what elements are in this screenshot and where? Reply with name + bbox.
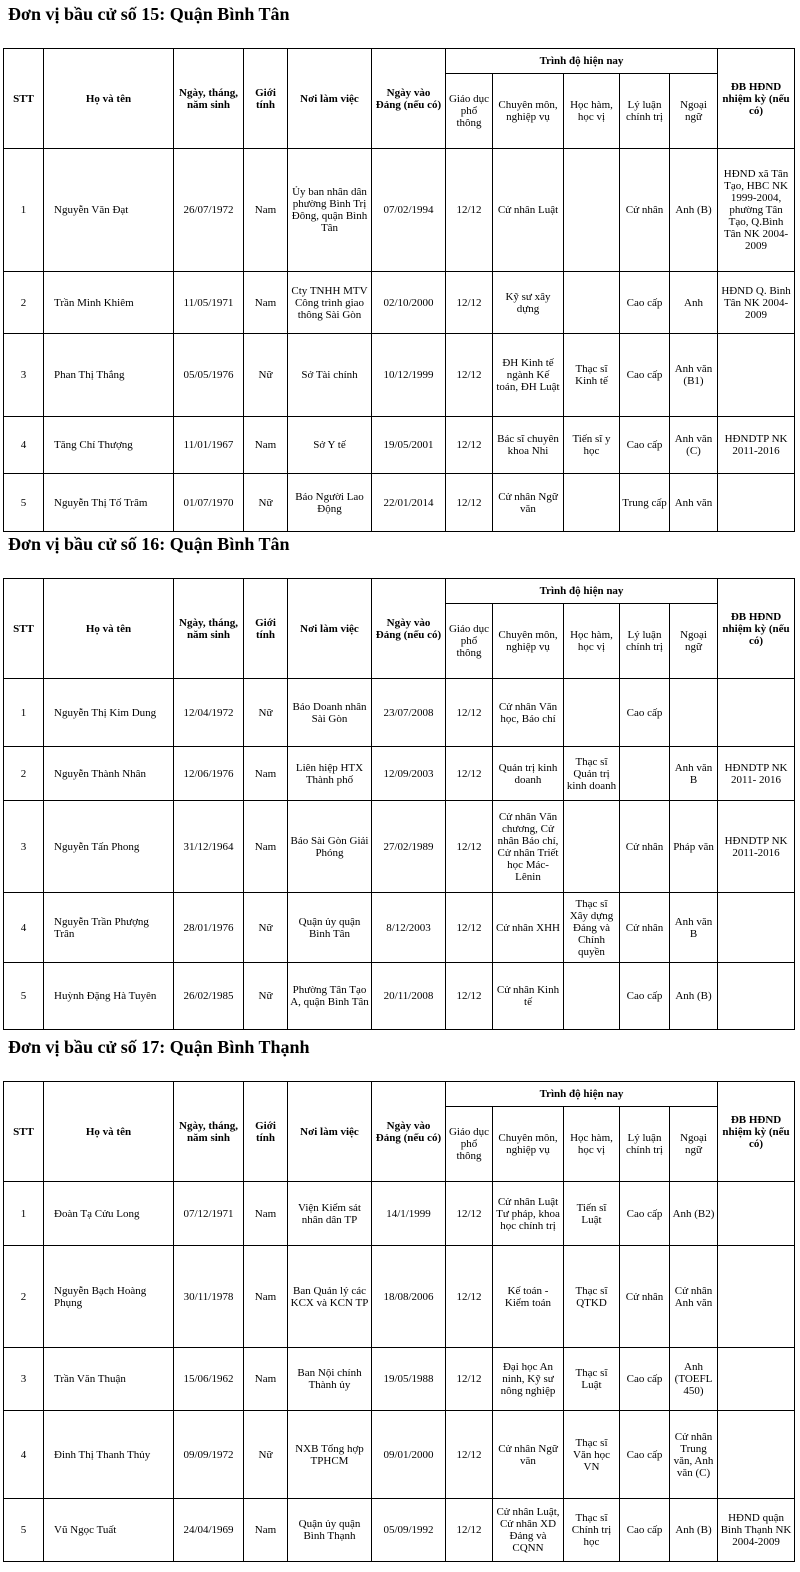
cell-stt: 2 — [4, 272, 44, 334]
cell-specialty: Kế toán - Kiểm toán — [493, 1246, 564, 1348]
table-row — [4, 1348, 795, 1411]
header-name: Họ và tên — [44, 1082, 174, 1182]
cell-workplace: Quận ủy quận Bình Tân — [288, 893, 372, 963]
cell-gender: Nam — [244, 149, 288, 272]
header-party-date: Ngày vào Đảng (nếu có) — [372, 579, 446, 679]
cell-general-ed: 12/12 — [446, 272, 493, 334]
cell-general-ed: 12/12 — [446, 334, 493, 417]
cell-political: Cử nhân — [620, 1246, 670, 1348]
cell-party-date: 8/12/2003 — [372, 893, 446, 963]
cell-degree: Thạc sĩ Chính trị học — [564, 1499, 620, 1562]
header-party-date: Ngày vào Đảng (nếu có) — [372, 1082, 446, 1182]
cell-degree — [564, 963, 620, 1030]
cell-dob: 12/06/1976 — [174, 747, 244, 801]
cell-degree: Thạc sĩ Quản trị kinh doanh — [564, 747, 620, 801]
header-workplace: Nơi làm việc — [288, 579, 372, 679]
table-row — [4, 679, 795, 747]
cell-council: HĐND quận Bình Thạnh NK 2004-2009 — [718, 1499, 795, 1562]
header-specialty: Chuyên môn, nghiệp vụ — [493, 1107, 564, 1182]
cell-gender: Nam — [244, 1246, 288, 1348]
cell-language: Anh (B) — [670, 963, 718, 1030]
cell-political: Trung cấp — [620, 474, 670, 532]
table-row — [4, 1182, 795, 1246]
cell-council — [718, 474, 795, 532]
header-name: Họ và tên — [44, 579, 174, 679]
cell-degree — [564, 679, 620, 747]
cell-workplace: Sở Y tế — [288, 417, 372, 474]
table-row — [4, 1411, 795, 1499]
cell-political: Cao cấp — [620, 1348, 670, 1411]
cell-stt: 2 — [4, 747, 44, 801]
header-specialty: Chuyên môn, nghiệp vụ — [493, 74, 564, 149]
cell-party-date: 22/01/2014 — [372, 474, 446, 532]
header-council: ĐB HĐND nhiệm kỳ (nếu có) — [718, 579, 795, 679]
cell-specialty: Đại học An ninh, Kỹ sư nông nghiệp — [493, 1348, 564, 1411]
cell-degree — [564, 272, 620, 334]
cell-council — [718, 963, 795, 1030]
cell-dob: 07/12/1971 — [174, 1182, 244, 1246]
cell-dob: 28/01/1976 — [174, 893, 244, 963]
cell-language: Cử nhân Anh văn — [670, 1246, 718, 1348]
cell-gender: Nam — [244, 272, 288, 334]
cell-language: Anh văn B — [670, 893, 718, 963]
table-row — [4, 334, 795, 417]
cell-name: Nguyễn Bạch Hoàng Phụng — [44, 1246, 174, 1348]
table-row — [4, 747, 795, 801]
cell-general-ed: 12/12 — [446, 1348, 493, 1411]
cell-political: Cử nhân — [620, 893, 670, 963]
cell-council — [718, 679, 795, 747]
cell-degree: Thạc sĩ Kinh tế — [564, 334, 620, 417]
cell-dob: 11/05/1971 — [174, 272, 244, 334]
header-degree: Học hàm, học vị — [564, 74, 620, 149]
cell-language: Anh văn — [670, 474, 718, 532]
cell-stt: 5 — [4, 963, 44, 1030]
header-stt: STT — [4, 1082, 44, 1182]
table-row — [4, 963, 795, 1030]
cell-general-ed: 12/12 — [446, 1246, 493, 1348]
cell-gender: Nam — [244, 747, 288, 801]
header-workplace: Nơi làm việc — [288, 49, 372, 149]
header-specialty: Chuyên môn, nghiệp vụ — [493, 604, 564, 679]
cell-political: Cao cấp — [620, 417, 670, 474]
cell-party-date: 20/11/2008 — [372, 963, 446, 1030]
cell-specialty: Cử nhân Văn chương, Cử nhân Báo chí, Cử nhân Triết học Mác-Lênin — [493, 801, 564, 893]
cell-name: Đinh Thị Thanh Thủy — [44, 1411, 174, 1499]
cell-language: Anh (B) — [670, 149, 718, 272]
cell-specialty: Cử nhân Luật, Cử nhân XD Đảng và CQNN — [493, 1499, 564, 1562]
cell-language: Anh văn B — [670, 747, 718, 801]
cell-general-ed: 12/12 — [446, 1411, 493, 1499]
header-party-date: Ngày vào Đảng (nếu có) — [372, 49, 446, 149]
cell-political: Cao cấp — [620, 1182, 670, 1246]
cell-general-ed: 12/12 — [446, 417, 493, 474]
cell-workplace: Quận ủy quận Bình Thạnh — [288, 1499, 372, 1562]
cell-specialty: Bác sĩ chuyên khoa Nhi — [493, 417, 564, 474]
cell-language — [670, 679, 718, 747]
candidate-table — [3, 1081, 795, 1562]
cell-workplace: NXB Tổng hợp TPHCM — [288, 1411, 372, 1499]
cell-political: Cao cấp — [620, 272, 670, 334]
cell-workplace: Liên hiệp HTX Thành phố — [288, 747, 372, 801]
header-degree: Học hàm, học vị — [564, 604, 620, 679]
cell-degree: Thạc sĩ QTKD — [564, 1246, 620, 1348]
cell-party-date: 02/10/2000 — [372, 272, 446, 334]
cell-party-date: 07/02/1994 — [372, 149, 446, 272]
cell-political: Cao cấp — [620, 1411, 670, 1499]
cell-stt: 5 — [4, 474, 44, 532]
cell-gender: Nữ — [244, 679, 288, 747]
cell-council — [718, 1246, 795, 1348]
cell-gender: Nữ — [244, 963, 288, 1030]
cell-stt: 4 — [4, 1411, 44, 1499]
header-general-ed: Giáo dục phổ thông — [446, 74, 493, 149]
table-row — [4, 474, 795, 532]
cell-workplace: Báo Sài Gòn Giải Phóng — [288, 801, 372, 893]
table-row — [4, 272, 795, 334]
cell-name: Huỳnh Đặng Hà Tuyên — [44, 963, 174, 1030]
cell-party-date: 19/05/2001 — [372, 417, 446, 474]
cell-degree — [564, 149, 620, 272]
cell-name: Nguyễn Thị Kim Dung — [44, 679, 174, 747]
cell-council: HĐND xã Tân Tạo, HBC NK 1999-2004, phường Tân Tạo, Q.Bình Tân NK 2004-2009 — [718, 149, 795, 272]
header-education-group: Trình độ hiện nay — [446, 1082, 718, 1107]
cell-dob: 15/06/1962 — [174, 1348, 244, 1411]
cell-language: Pháp văn — [670, 801, 718, 893]
section-title: Đơn vị bầu cử số 15: Quận Bình Tân — [8, 4, 290, 24]
header-political: Lý luận chính trị — [620, 1107, 670, 1182]
table-row — [4, 149, 795, 272]
cell-dob: 26/07/1972 — [174, 149, 244, 272]
header-education-group: Trình độ hiện nay — [446, 579, 718, 604]
cell-council: HĐNDTP NK 2011-2016 — [718, 417, 795, 474]
cell-gender: Nữ — [244, 474, 288, 532]
cell-party-date: 27/02/1989 — [372, 801, 446, 893]
cell-dob: 31/12/1964 — [174, 801, 244, 893]
cell-language: Anh (B) — [670, 1499, 718, 1562]
header-gender: Giới tính — [244, 579, 288, 679]
cell-language: Anh văn (B1) — [670, 334, 718, 417]
cell-council: HĐND Q. Bình Tân NK 2004-2009 — [718, 272, 795, 334]
cell-gender: Nữ — [244, 334, 288, 417]
cell-gender: Nam — [244, 417, 288, 474]
cell-council — [718, 1411, 795, 1499]
cell-workplace: Sở Tài chính — [288, 334, 372, 417]
header-stt: STT — [4, 49, 44, 149]
cell-party-date: 18/08/2006 — [372, 1246, 446, 1348]
cell-party-date: 23/07/2008 — [372, 679, 446, 747]
header-degree: Học hàm, học vị — [564, 1107, 620, 1182]
cell-gender: Nam — [244, 801, 288, 893]
cell-dob: 11/01/1967 — [174, 417, 244, 474]
cell-language: Anh (B2) — [670, 1182, 718, 1246]
cell-name: Đoàn Tạ Cửu Long — [44, 1182, 174, 1246]
cell-stt: 1 — [4, 1182, 44, 1246]
cell-council: HĐNDTP NK 2011- 2016 — [718, 747, 795, 801]
cell-language: Anh (TOEFL 450) — [670, 1348, 718, 1411]
cell-degree: Tiến sĩ y học — [564, 417, 620, 474]
cell-dob: 01/07/1970 — [174, 474, 244, 532]
section-title: Đơn vị bầu cử số 16: Quận Bình Tân — [8, 534, 290, 554]
cell-dob: 05/05/1976 — [174, 334, 244, 417]
cell-council — [718, 334, 795, 417]
cell-political: Cao cấp — [620, 1499, 670, 1562]
cell-stt: 4 — [4, 417, 44, 474]
table-row — [4, 801, 795, 893]
cell-council — [718, 1182, 795, 1246]
cell-general-ed: 12/12 — [446, 893, 493, 963]
header-language: Ngoại ngữ — [670, 74, 718, 149]
cell-party-date: 05/09/1992 — [372, 1499, 446, 1562]
cell-name: Trần Minh Khiêm — [44, 272, 174, 334]
header-political: Lý luận chính trị — [620, 604, 670, 679]
header-council: ĐB HĐND nhiệm kỳ (nếu có) — [718, 49, 795, 149]
cell-specialty: Cử nhân Luật Tư pháp, khoa học chính trị — [493, 1182, 564, 1246]
table-row — [4, 417, 795, 474]
cell-general-ed: 12/12 — [446, 1499, 493, 1562]
header-name: Họ và tên — [44, 49, 174, 149]
cell-workplace: Báo Người Lao Động — [288, 474, 372, 532]
header-dob: Ngày, tháng, năm sinh — [174, 49, 244, 149]
header-workplace: Nơi làm việc — [288, 1082, 372, 1182]
cell-dob: 12/04/1972 — [174, 679, 244, 747]
header-council: ĐB HĐND nhiệm kỳ (nếu có) — [718, 1082, 795, 1182]
cell-stt: 4 — [4, 893, 44, 963]
cell-general-ed: 12/12 — [446, 474, 493, 532]
cell-stt: 3 — [4, 1348, 44, 1411]
candidate-table — [3, 48, 795, 532]
cell-party-date: 14/1/1999 — [372, 1182, 446, 1246]
cell-degree: Thạc sĩ Văn học VN — [564, 1411, 620, 1499]
cell-dob: 24/04/1969 — [174, 1499, 244, 1562]
cell-language: Cử nhân Trung văn, Anh văn (C) — [670, 1411, 718, 1499]
cell-workplace: Phường Tân Tạo A, quận Bình Tân — [288, 963, 372, 1030]
cell-council — [718, 1348, 795, 1411]
cell-general-ed: 12/12 — [446, 963, 493, 1030]
cell-name: Phan Thị Thắng — [44, 334, 174, 417]
cell-general-ed: 12/12 — [446, 801, 493, 893]
cell-workplace: Ban Nội chính Thành ủy — [288, 1348, 372, 1411]
cell-workplace: Ban Quản lý các KCX và KCN TP — [288, 1246, 372, 1348]
candidate-table — [3, 578, 795, 1030]
cell-council — [718, 893, 795, 963]
cell-gender: Nam — [244, 1499, 288, 1562]
cell-workplace: Viện Kiểm sát nhân dân TP — [288, 1182, 372, 1246]
cell-specialty: ĐH Kinh tế ngành Kế toán, ĐH Luật — [493, 334, 564, 417]
header-education-group: Trình độ hiện nay — [446, 49, 718, 74]
table-row — [4, 893, 795, 963]
cell-gender: Nam — [244, 1182, 288, 1246]
cell-language: Anh — [670, 272, 718, 334]
header-gender: Giới tính — [244, 49, 288, 149]
cell-language: Anh văn (C) — [670, 417, 718, 474]
header-political: Lý luận chính trị — [620, 74, 670, 149]
cell-general-ed: 12/12 — [446, 149, 493, 272]
header-language: Ngoại ngữ — [670, 604, 718, 679]
table-row — [4, 1499, 795, 1562]
cell-party-date: 12/09/2003 — [372, 747, 446, 801]
cell-degree — [564, 474, 620, 532]
cell-name: Trần Văn Thuận — [44, 1348, 174, 1411]
cell-party-date: 09/01/2000 — [372, 1411, 446, 1499]
cell-dob: 09/09/1972 — [174, 1411, 244, 1499]
header-general-ed: Giáo dục phổ thông — [446, 1107, 493, 1182]
cell-political: Cao cấp — [620, 679, 670, 747]
header-dob: Ngày, tháng, năm sinh — [174, 579, 244, 679]
cell-gender: Nam — [244, 1348, 288, 1411]
cell-general-ed: 12/12 — [446, 679, 493, 747]
cell-name: Nguyễn Trần Phượng Trân — [44, 893, 174, 963]
cell-council: HĐNDTP NK 2011-2016 — [718, 801, 795, 893]
cell-name: Nguyễn Tấn Phong — [44, 801, 174, 893]
table-row — [4, 1246, 795, 1348]
cell-specialty: Cử nhân Văn học, Báo chí — [493, 679, 564, 747]
header-language: Ngoại ngữ — [670, 1107, 718, 1182]
cell-political: Cử nhân — [620, 801, 670, 893]
cell-specialty: Cử nhân Kinh tế — [493, 963, 564, 1030]
cell-specialty: Cử nhân XHH — [493, 893, 564, 963]
section-title: Đơn vị bầu cử số 17: Quận Bình Thạnh — [8, 1037, 310, 1057]
cell-workplace: Ủy ban nhân dân phường Bình Trị Đông, quận Bình Tân — [288, 149, 372, 272]
cell-stt: 3 — [4, 801, 44, 893]
cell-gender: Nữ — [244, 1411, 288, 1499]
cell-stt: 2 — [4, 1246, 44, 1348]
cell-dob: 26/02/1985 — [174, 963, 244, 1030]
cell-dob: 30/11/1978 — [174, 1246, 244, 1348]
cell-gender: Nữ — [244, 893, 288, 963]
cell-specialty: Quản trị kinh doanh — [493, 747, 564, 801]
cell-stt: 1 — [4, 679, 44, 747]
cell-workplace: Báo Doanh nhân Sài Gòn — [288, 679, 372, 747]
cell-stt: 3 — [4, 334, 44, 417]
cell-specialty: Cử nhân Luật — [493, 149, 564, 272]
cell-name: Vũ Ngọc Tuất — [44, 1499, 174, 1562]
cell-degree: Thạc sĩ Xây dựng Đảng và Chính quyền — [564, 893, 620, 963]
cell-party-date: 19/05/1988 — [372, 1348, 446, 1411]
cell-specialty: Cử nhân Ngữ văn — [493, 1411, 564, 1499]
cell-political: Cao cấp — [620, 334, 670, 417]
header-gender: Giới tính — [244, 1082, 288, 1182]
cell-name: Tăng Chí Thượng — [44, 417, 174, 474]
cell-political: Cử nhân — [620, 149, 670, 272]
cell-political: Cao cấp — [620, 963, 670, 1030]
cell-degree — [564, 801, 620, 893]
header-stt: STT — [4, 579, 44, 679]
cell-stt: 1 — [4, 149, 44, 272]
cell-specialty: Cử nhân Ngữ văn — [493, 474, 564, 532]
cell-degree: Thạc sĩ Luật — [564, 1348, 620, 1411]
cell-name: Nguyễn Thị Tố Trâm — [44, 474, 174, 532]
cell-stt: 5 — [4, 1499, 44, 1562]
header-dob: Ngày, tháng, năm sinh — [174, 1082, 244, 1182]
cell-name: Nguyễn Văn Đạt — [44, 149, 174, 272]
cell-degree: Tiến sĩ Luật — [564, 1182, 620, 1246]
cell-general-ed: 12/12 — [446, 1182, 493, 1246]
cell-general-ed: 12/12 — [446, 747, 493, 801]
cell-political — [620, 747, 670, 801]
cell-specialty: Kỹ sư xây dựng — [493, 272, 564, 334]
cell-workplace: Cty TNHH MTV Công trình giao thông Sài Gòn — [288, 272, 372, 334]
cell-name: Nguyễn Thành Nhân — [44, 747, 174, 801]
cell-party-date: 10/12/1999 — [372, 334, 446, 417]
header-general-ed: Giáo dục phổ thông — [446, 604, 493, 679]
